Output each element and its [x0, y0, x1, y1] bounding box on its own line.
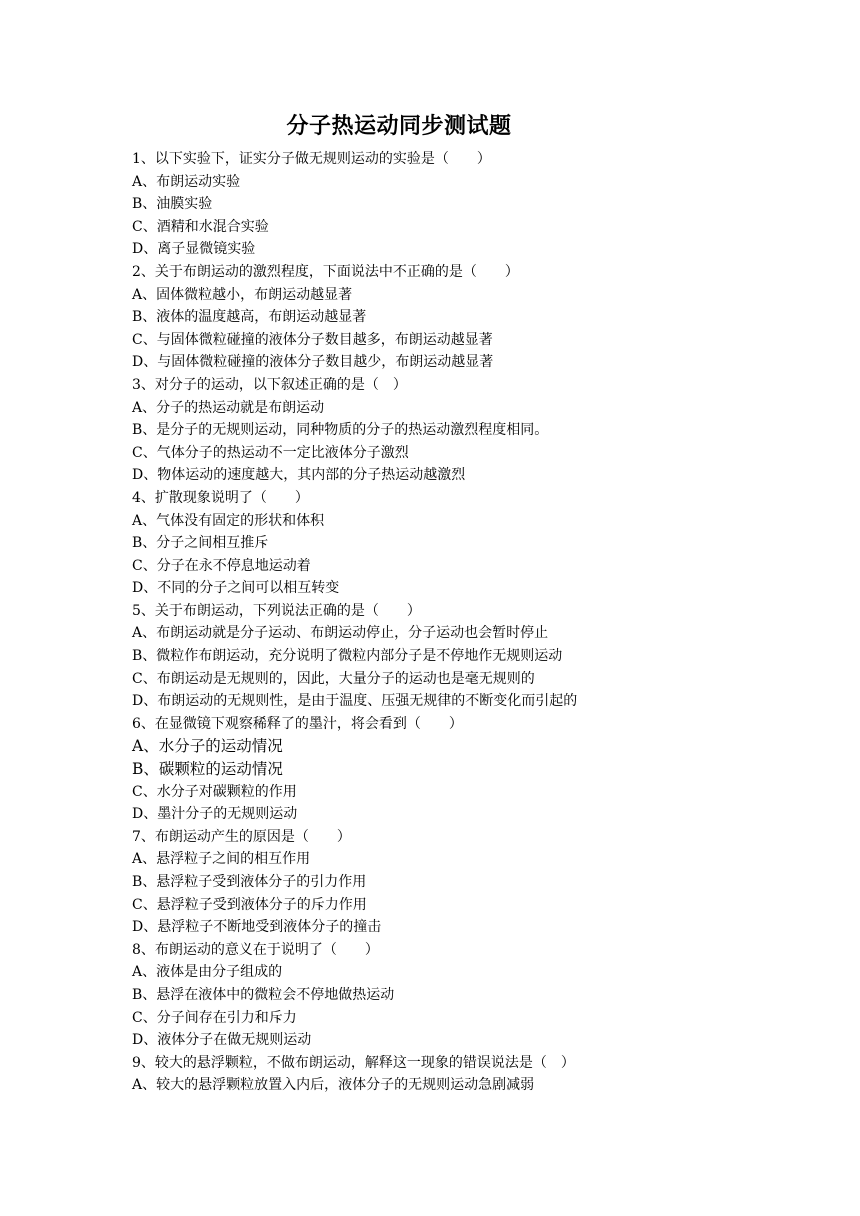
question-stem: 6、在显微镜下观察稀释了的墨汁，将会看到（ ）	[132, 715, 463, 732]
question-stem: 1、以下实验下，证实分子做无规则运动的实验是（ ）	[132, 151, 491, 167]
option-d: D、与固体微粒碰撞的液体分子数目越少，布朗运动越显著	[132, 354, 494, 371]
option-a: A、固体微粒越小，布朗运动越显著	[132, 286, 353, 303]
question-stem: 7、布朗运动产生的原因是（ ）	[132, 828, 351, 845]
question-stem: 5、关于布朗运动，下列说法正确的是（ ）	[132, 602, 421, 619]
option-b: B、碳颗粒的运动情况	[132, 760, 283, 779]
option-c: C、布朗运动是无规则的，因此，大量分子的运动也是毫无规则的	[132, 670, 535, 687]
option-d: D、悬浮粒子不断地受到液体分子的撞击	[132, 919, 382, 936]
option-a: A、分子的热运动就是布朗运动	[132, 399, 325, 416]
option-a: A、悬浮粒子之间的相互作用	[132, 851, 311, 868]
option-a: A、较大的悬浮颗粒放置入内后，液体分子的无规则运动急剧减弱	[132, 1077, 535, 1094]
option-b: B、悬浮在液体中的微粒会不停地做热运动	[132, 986, 395, 1003]
option-d: D、液体分子在做无规则运动	[132, 1032, 312, 1049]
question-stem: 9、较大的悬浮颗粒，不做布朗运动，解释这一现象的错误说法是（ ）	[132, 1054, 575, 1071]
option-c: C、酒精和水混合实验	[132, 218, 269, 235]
option-d: D、布朗运动的无规则性，是由于温度、压强无规律的不断变化而引起的	[132, 693, 578, 710]
option-c: C、气体分子的热运动不一定比液体分子激烈	[132, 444, 409, 461]
option-c: C、分子间存在引力和斥力	[132, 1009, 297, 1026]
option-d: D、物体运动的速度越大，其内部的分子热运动越激烈	[132, 467, 466, 484]
option-a: A、气体没有固定的形状和体积	[132, 512, 325, 529]
question-list	[132, 148, 832, 1097]
option-b: B、液体的温度越高，布朗运动越显著	[132, 309, 367, 326]
option-d: D、不同的分子之间可以相互转变	[132, 580, 340, 597]
option-a: A、布朗运动实验	[132, 173, 241, 190]
option-b: B、分子之间相互推斥	[132, 535, 269, 552]
option-d: D、离子显微镜实验	[132, 241, 256, 258]
option-b: B、是分子的无规则运动，同种物质的分子的热运动激烈程度相同。	[132, 422, 549, 439]
option-a: A、液体是由分子组成的	[132, 964, 283, 981]
question-stem: 4、扩散现象说明了（ ）	[132, 489, 309, 506]
option-a: A、布朗运动就是分子运动、布朗运动停止，分子运动也会暂时停止	[132, 625, 549, 642]
option-b: B、油膜实验	[132, 196, 213, 213]
option-c: C、悬浮粒子受到液体分子的斥力作用	[132, 896, 367, 913]
option-d: D、墨汁分子的无规则运动	[132, 806, 298, 823]
option-b: B、悬浮粒子受到液体分子的引力作用	[132, 874, 367, 890]
option-c: C、水分子对碳颗粒的作用	[132, 783, 297, 800]
option-a: A、水分子的运动情况	[132, 737, 283, 756]
option-c: C、与固体微粒碰撞的液体分子数目越多，布朗运动越显著	[132, 331, 493, 348]
question-stem: 2、关于布朗运动的激烈程度，下面说法中不正确的是（ ）	[132, 263, 519, 280]
document-title: 分子热运动同步测试题	[286, 114, 512, 139]
option-c: C、分子在永不停息地运动着	[132, 557, 311, 574]
option-b: B、微粒作布朗运动，充分说明了微粒内部分子是不停地作无规则运动	[132, 648, 563, 665]
question-stem: 3、对分子的运动，以下叙述正确的是（ ）	[132, 376, 407, 393]
question-stem: 8、布朗运动的意义在于说明了（ ）	[132, 941, 379, 958]
